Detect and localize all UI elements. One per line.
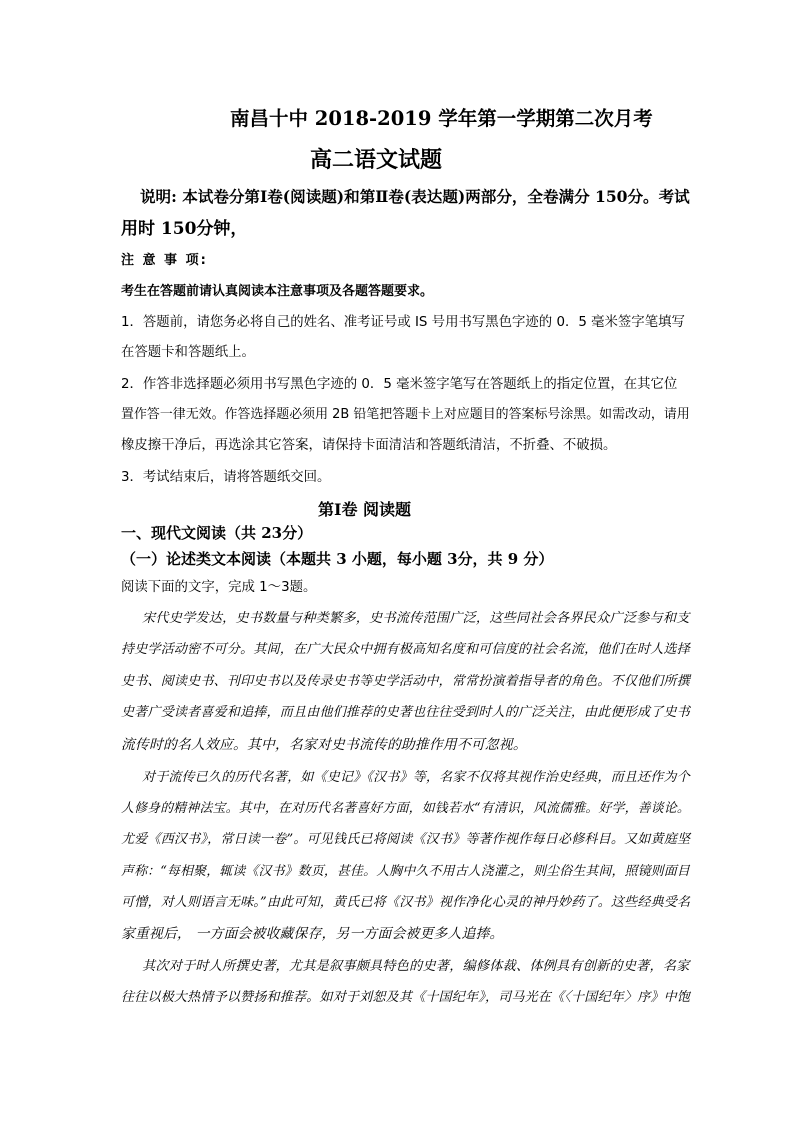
essay-line: 往往以极大热情予以赞扬和推荐。如对于刘恕及其《十国纪年》，司马光在《〈十国纪年〉序》中饱	[121, 990, 691, 1005]
essay-line: 流传时的名人效应。其中，名家对史书流传的助推作用不可忽视。	[121, 737, 527, 753]
exam-subtitle: 高二语文试题	[310, 147, 443, 173]
part-title: 第Ⅰ卷 阅读题	[318, 500, 412, 519]
essay-line: 人修身的精神法宝。其中，在对历代名著喜好方面，如钱若水“有清识，风流儒雅。好学，善谈论。	[121, 801, 691, 816]
exam-title: 南昌十中 2018-2019 学年第一学期第二次月考	[230, 107, 653, 130]
notice-item-line: 3．考试结束后，请将答题纸交回。	[121, 470, 331, 485]
essay-line: 家重视后， 一方面会被收藏保存，另一方面会被更多人追捧。	[121, 926, 504, 942]
essay-line: 可憎，对人则语言无味。”由此可知，黄氏已将《汉书》视作净化心灵的神丹妙药了。这些经典受名	[121, 895, 691, 910]
subsection-heading: （一）论述类文本阅读（本题共 3 小题，每小题 3分，共 9 分）	[121, 550, 554, 568]
notice-item-line: 2．作答非选择题必须用书写黑色字迹的 0．5 毫米签字笔写在答题纸上的指定位置，在其它位	[121, 377, 678, 392]
essay-line: 史书、阅读史书、刊印史书以及传录史书等史学活动中，常常扮演着指导者的角色。不仅他们所撰	[121, 674, 690, 689]
notice-item-line: 置作答一律无效。作答选择题必须用 2B 铅笔把答题卡上对应题目的答案标号涂黑。如需改动，请用	[121, 407, 690, 422]
notice-item-line: 橡皮擦干净后，再选涂其它答案，请保持卡面清洁和答题纸清洁，不折叠、不破损。	[121, 438, 617, 453]
essay-line: 持史学活动密不可分。其间，在广大民众中拥有极高知名度和可信度的社会名流，他们在时人选择	[121, 642, 690, 657]
essay-line: 宋代史学发达，史书数量与种类繁多，史书流传范围广泛，这些同社会各界民众广泛参与和支	[142, 611, 690, 626]
essay-line: 尤爱《西汉书》，常日读一卷”。可见钱氏已将阅读《汉书》等著作视作每日必修科目。又如黄庭坚	[121, 832, 691, 847]
intro-line-1: 说明: 本试卷分第Ⅰ卷(阅读题)和第Ⅱ卷(表达题)两部分，全卷满分 150分。考试	[140, 187, 690, 206]
notice-item-line: 1．答题前，请您务必将自己的姓名、准考证号或 IS 号用书写黑色字迹的 0．5 毫米签字笔填写	[121, 315, 685, 330]
section-heading: 一、现代文阅读（共 23分）	[121, 524, 313, 542]
essay-line: 对于流传已久的历代名著，如《史记》《汉书》等，名家不仅将其视作治史经典，而且还作为个	[142, 770, 690, 785]
essay-line: 其次对于时人所撰史著，尤其是叙事颇具特色的史著，编修体裁、体例具有创新的史著，名家	[142, 959, 690, 974]
reading-instruction: 阅读下面的文字，完成 1～3题。	[121, 580, 317, 595]
notice-heading: 注 意 事 项:	[121, 253, 208, 268]
notice-item-line: 在答题卡和答题纸上。	[121, 345, 255, 360]
intro-line-2: 用时 150分钟，	[121, 219, 248, 239]
notice-bold-line: 考生在答题前请认真阅读本注意事项及各题答题要求。	[121, 284, 434, 299]
essay-line: 史著广受读者喜爱和追捧，而且由他们推荐的史著也往往受到时人的广泛关注，由此便形成了史书	[121, 705, 690, 720]
essay-line: 声称：“每相聚，辄读《汉书》数页，甚佳。人胸中久不用古人浇灌之，则尘俗生其间，照镜则面目	[121, 864, 691, 879]
